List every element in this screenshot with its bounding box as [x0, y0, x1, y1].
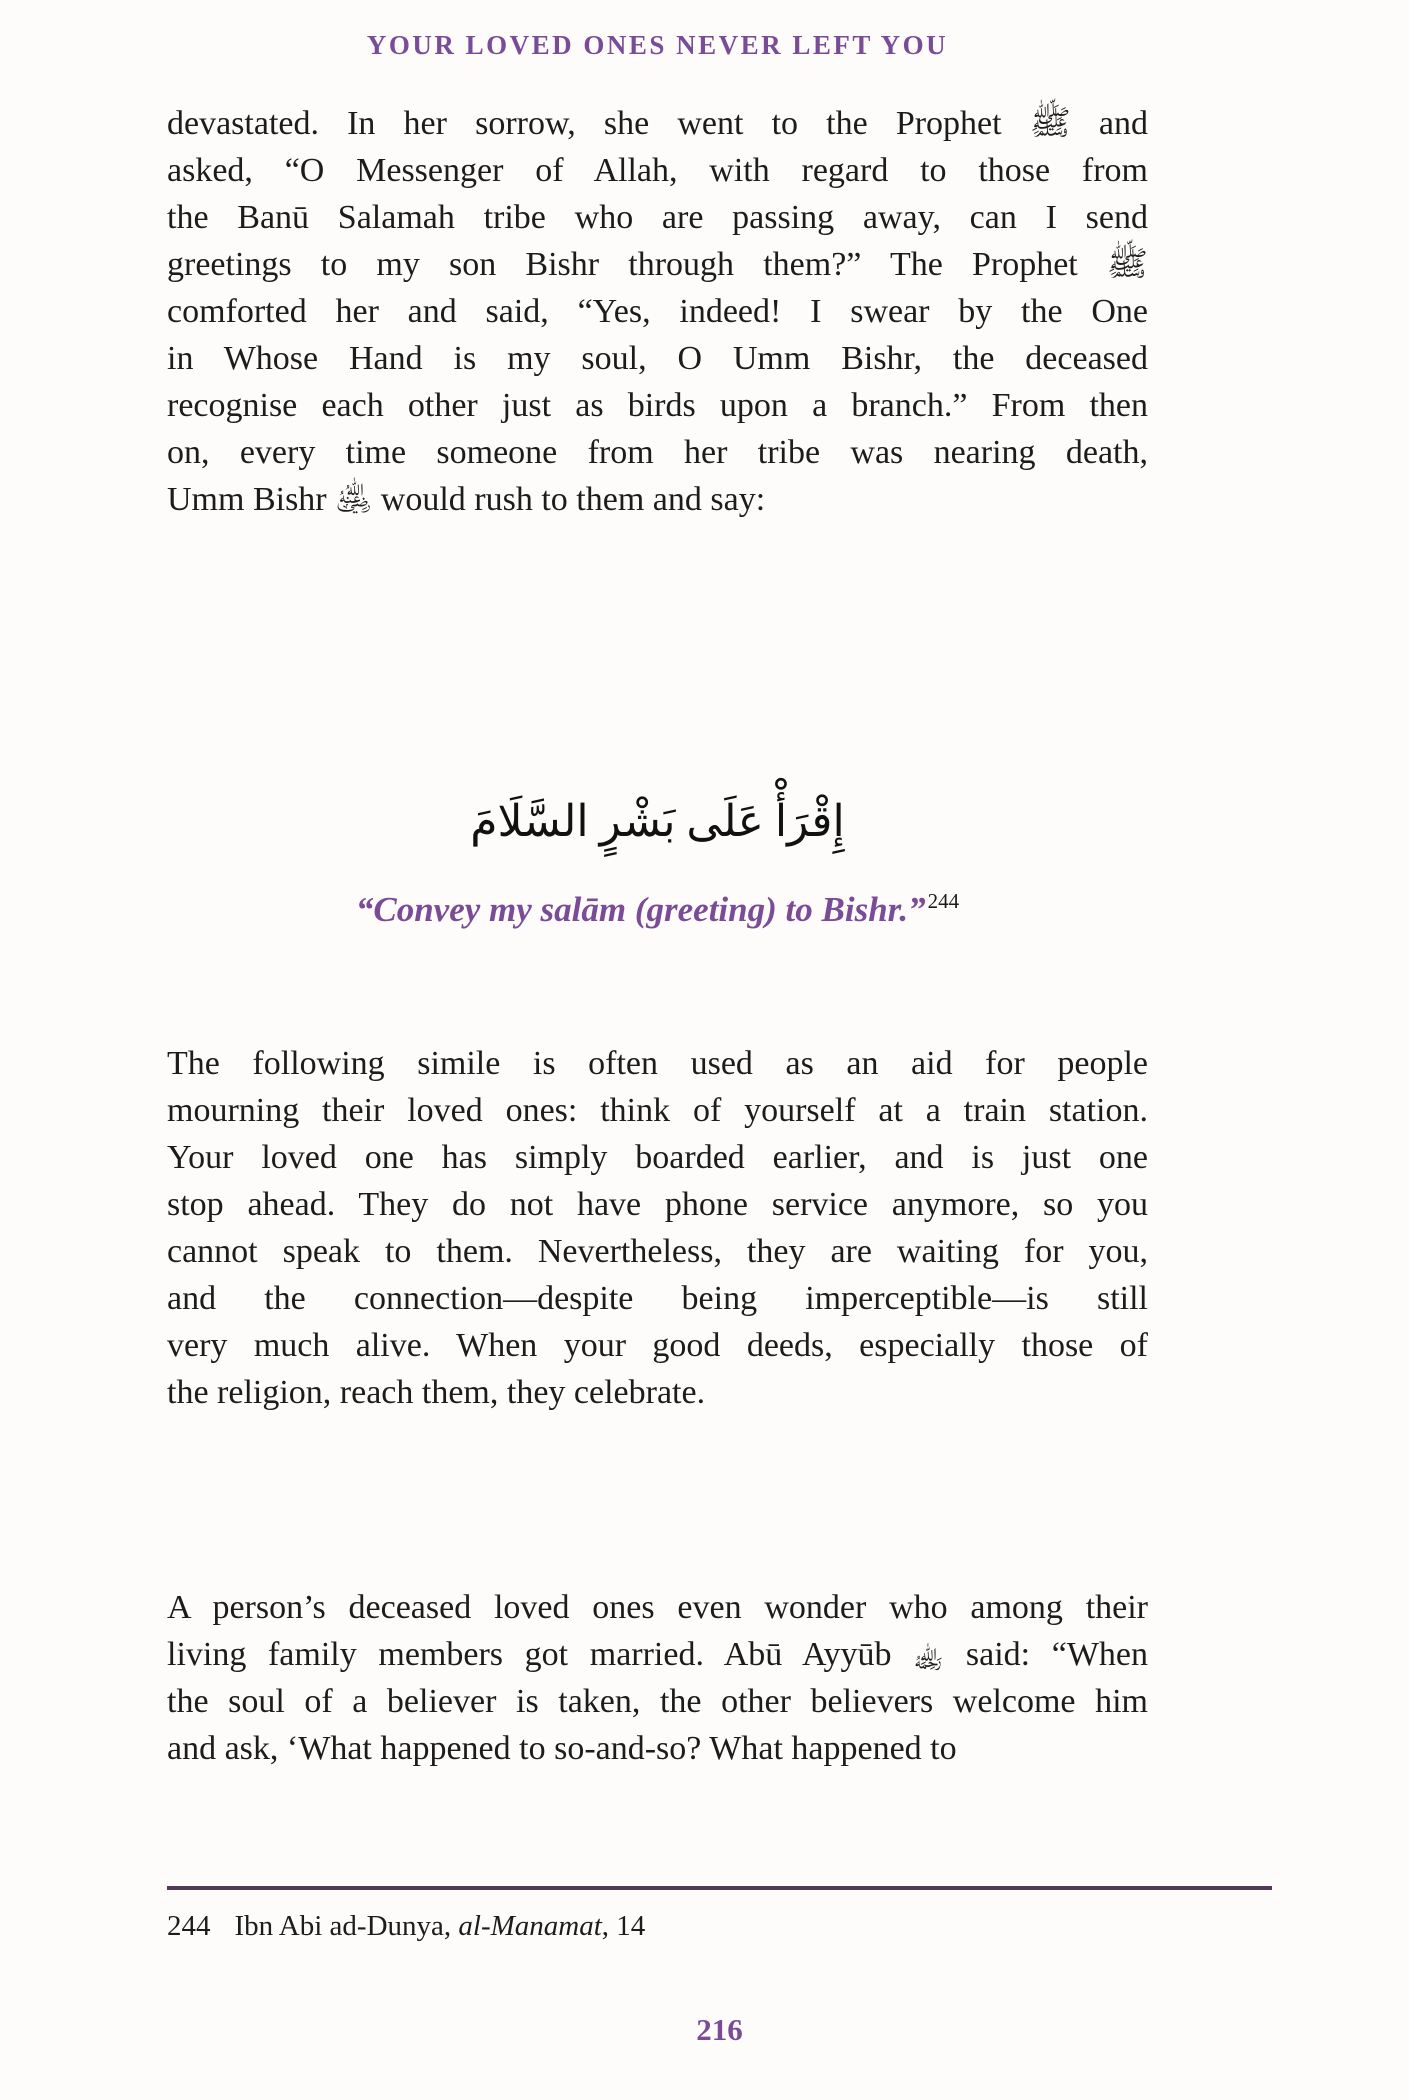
paragraph-abu-ayyub	[167, 1584, 1148, 1772]
text-line: greetings to my son Bishr through them?” The Prophet ﷺ	[167, 246, 1148, 283]
footnote-work-title: al-Manamat	[458, 1910, 602, 1942]
paragraph-train-station-simile	[167, 1040, 1148, 1416]
footnote	[167, 1906, 1272, 1946]
text-line: in Whose Hand is my soul, O Umm Bishr, the deceased	[167, 340, 1148, 377]
footnote-number: 244	[167, 1910, 211, 1942]
footnote-reference: 244	[927, 889, 960, 914]
quote-translation	[167, 884, 1148, 936]
running-header: YOUR LOVED ONES NEVER LEFT YOU	[366, 30, 949, 60]
text-line: asked, “O Messenger of Allah, with regard to those from	[167, 152, 1148, 189]
paragraph-hadith-umm-bishr	[167, 100, 1148, 523]
footnote-citation-suffix: , 14	[601, 1910, 646, 1942]
text-line: Your loved one has simply boarded earlier, and is just one	[167, 1139, 1148, 1176]
text-line: Umm Bishr ﵁ would rush to them and say:	[167, 481, 766, 518]
text-line: stop ahead. They do not have phone service anymore, so you	[167, 1186, 1148, 1223]
page-number: 216	[696, 2012, 743, 2047]
text-line: A person’s deceased loved ones even wonder who among their	[167, 1589, 1148, 1626]
text-line: cannot speak to them. Nevertheless, they are waiting for you,	[167, 1233, 1148, 1270]
text-line: the soul of a believer is taken, the other believers welcome him	[167, 1683, 1148, 1720]
text-line: comforted her and said, “Yes, indeed! I swear by the One	[167, 293, 1148, 330]
text-line: devastated. In her sorrow, she went to the Prophet ﷺ and	[167, 105, 1149, 142]
text-line: the religion, reach them, they celebrate.	[167, 1374, 706, 1411]
text-line: on, every time someone from her tribe was nearing death,	[167, 434, 1148, 471]
footnote-citation-text: Ibn Abi ad-Dunya,	[234, 1910, 459, 1942]
text-line: the Banū Salamah tribe who are passing away, can I send	[167, 199, 1148, 236]
footnote-divider-rule	[167, 1886, 1272, 1890]
arabic-hadith-quote: إِقْرَأْ عَلَى بَشْرٍ السَّلَامَ	[470, 797, 845, 846]
text-line: and the connection—despite being imperceptible—is still	[167, 1280, 1148, 1317]
text-line: mourning their loved ones: think of yourself at a train station.	[167, 1092, 1148, 1129]
text-line: The following simile is often used as an aid for people	[167, 1045, 1148, 1082]
text-line: very much alive. When your good deeds, especially those of	[167, 1327, 1148, 1364]
text-line: and ask, ‘What happened to so-and-so? What happened to	[167, 1730, 957, 1767]
quote-translation-text: “Convey my salām (greeting) to Bishr.”	[355, 890, 926, 929]
text-line: recognise each other just as birds upon a branch.” From then	[167, 387, 1148, 424]
text-line: living family members got married. Abū Ayyūb ﵀ said: “When	[167, 1636, 1148, 1673]
